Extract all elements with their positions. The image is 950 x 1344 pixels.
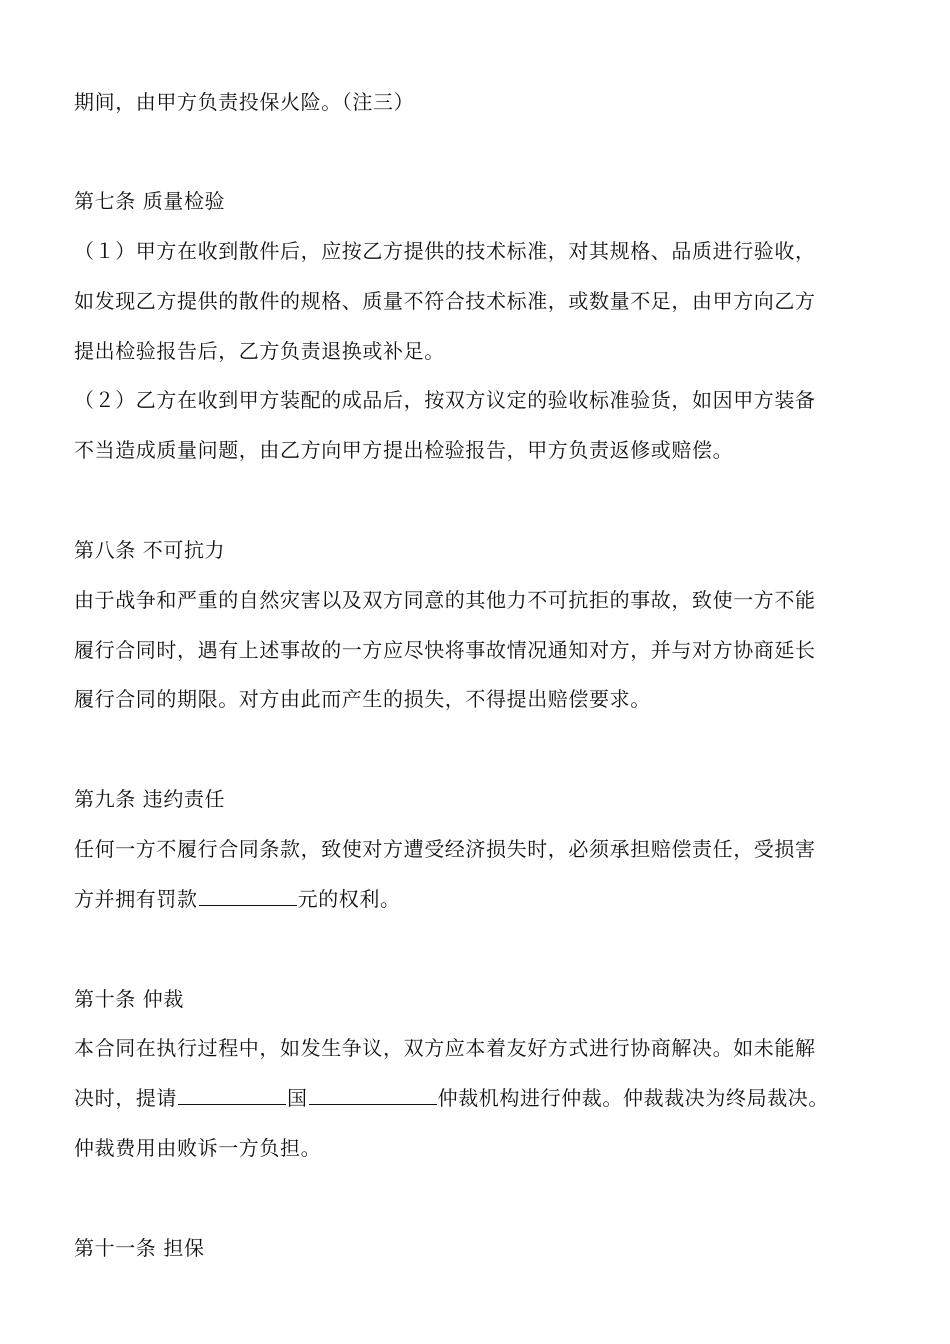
penalty-amount-blank[interactable] — [199, 885, 297, 906]
article7-p1-line3: 提出检验报告后，乙方负责退换或补足。 — [74, 339, 445, 363]
article10-line3: 仲裁费用由败诉一方负担。 — [74, 1136, 322, 1160]
article10-heading: 第十条 仲裁 — [74, 987, 184, 1011]
article7-p2-line2: 不当造成质量问题，由乙方向甲方提出检验报告，甲方负责返修或赔偿。 — [74, 438, 734, 462]
article7-p2-line1: （２）乙方在收到甲方装配的成品后，按双方议定的验收标准验货，如因甲方装备 — [74, 388, 816, 412]
intro-line: 期间，由甲方负责投保火险。（注三） — [74, 90, 415, 114]
article9-line2-text-b: 元的权利。 — [297, 887, 401, 911]
article9-line2 — [74, 885, 401, 913]
arbitration-country-blank[interactable] — [178, 1084, 286, 1105]
article10-line1: 本合同在执行过程中，如发生争议，双方应本着友好方式进行协商解决。如未能解 — [74, 1036, 816, 1060]
article7-p1-line2: 如发现乙方提供的散件的规格、质量不符合技术标准，或数量不足，由甲方向乙方 — [74, 289, 816, 313]
article10-line2 — [74, 1084, 829, 1112]
article10-line2-text-a: 决时，提请 — [74, 1086, 177, 1110]
article9-heading: 第九条 违约责任 — [74, 787, 226, 811]
article10-line2-text-c: 仲裁机构进行仲裁。仲裁裁决为终局裁决。 — [437, 1086, 830, 1110]
article9-line1: 任何一方不履行合同条款，致使对方遭受经济损失时，必须承担赔偿责任，受损害 — [74, 837, 816, 861]
article8-line1: 由于战争和严重的自然灾害以及双方同意的其他力不可抗拒的事故，致使一方不能 — [74, 588, 816, 612]
article7-heading: 第七条 质量检验 — [74, 189, 226, 213]
article11-heading: 第十一条 担保 — [74, 1236, 205, 1260]
article9-line2-text-a: 方并拥有罚款 — [74, 887, 198, 911]
article7-p1-line1: （１）甲方在收到散件后，应按乙方提供的技术标准，对其规格、品质进行验收， — [74, 239, 816, 263]
article8-line3: 履行合同的期限。对方由此而产生的损失，不得提出赔偿要求。 — [74, 687, 651, 711]
article8-heading: 第八条 不可抗力 — [74, 538, 226, 562]
article10-line2-text-b: 国 — [287, 1086, 308, 1110]
article8-line2: 履行合同时，遇有上述事故的一方应尽快将事故情况通知对方，并与对方协商延长 — [74, 638, 816, 662]
arbitration-institution-blank[interactable] — [309, 1084, 437, 1105]
